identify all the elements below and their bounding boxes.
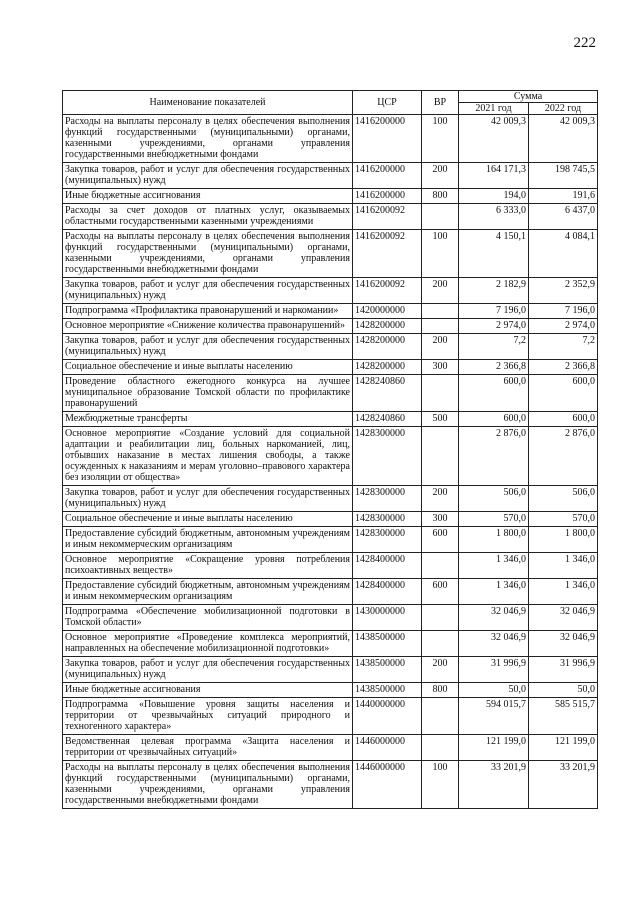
header-sum: Сумма — [459, 91, 598, 103]
cell-vr — [422, 631, 459, 657]
cell-sum-2022: 2 974,0 — [529, 319, 598, 334]
cell-sum-2022: 2 876,0 — [529, 427, 598, 486]
cell-sum-2021: 31 996,9 — [459, 657, 529, 683]
cell-csr: 1416200092 — [353, 278, 422, 304]
cell-name: Предоставление субсидий бюджетным, автономным учреждениям и иным некоммерческим организациям — [63, 579, 353, 605]
cell-sum-2022: 7,2 — [529, 334, 598, 360]
cell-sum-2021: 7,2 — [459, 334, 529, 360]
page-number: 222 — [573, 35, 596, 51]
header-row — [63, 91, 598, 103]
cell-sum-2022: 570,0 — [529, 512, 598, 527]
cell-csr: 1428200000 — [353, 319, 422, 334]
cell-name: Основное мероприятие «Создание условий для социальной адаптации и реабилитации лиц, больных наркоманией, лиц, отбывших наказание в местах лишения свободы, а также осужденных к наказаниям и мерам уголовно–правового характера без изоляции от общества» — [63, 427, 353, 486]
cell-vr: 300 — [422, 512, 459, 527]
header-csr: ЦСР — [353, 91, 422, 115]
cell-name: Закупка товаров, работ и услуг для обеспечения государственных (муниципальных) нужд — [63, 163, 353, 189]
cell-sum-2021: 2 876,0 — [459, 427, 529, 486]
table-row — [63, 486, 598, 512]
cell-sum-2022: 1 346,0 — [529, 553, 598, 579]
cell-csr: 1416200000 — [353, 163, 422, 189]
table-row — [63, 278, 598, 304]
cell-name: Закупка товаров, работ и услуг для обеспечения государственных (муниципальных) нужд — [63, 334, 353, 360]
cell-sum-2021: 600,0 — [459, 375, 529, 412]
table-header — [63, 91, 598, 115]
cell-sum-2021: 7 196,0 — [459, 304, 529, 319]
cell-name: Проведение областного ежегодного конкурса на лучшее муниципальное образование Томской области по профилактике правонарушений — [63, 375, 353, 412]
cell-csr: 1438500000 — [353, 631, 422, 657]
cell-vr: 200 — [422, 278, 459, 304]
cell-sum-2022: 506,0 — [529, 486, 598, 512]
cell-sum-2022: 2 366,8 — [529, 360, 598, 375]
cell-sum-2022: 32 046,9 — [529, 605, 598, 631]
cell-sum-2022: 31 996,9 — [529, 657, 598, 683]
cell-name: Расходы на выплаты персоналу в целях обеспечения выполнения функций государственными (муниципальными) органами, казенными учреждениями, органами управления государственными внебюджетными фондами — [63, 761, 353, 809]
cell-sum-2022: 32 046,9 — [529, 631, 598, 657]
cell-csr: 1428240860 — [353, 375, 422, 412]
table-row — [63, 735, 598, 761]
table-row — [63, 163, 598, 189]
cell-sum-2021: 600,0 — [459, 412, 529, 427]
cell-vr: 200 — [422, 334, 459, 360]
cell-sum-2021: 164 171,3 — [459, 163, 529, 189]
cell-vr: 100 — [422, 230, 459, 278]
cell-vr: 800 — [422, 189, 459, 204]
cell-sum-2021: 32 046,9 — [459, 605, 529, 631]
cell-vr: 100 — [422, 761, 459, 809]
cell-sum-2021: 121 199,0 — [459, 735, 529, 761]
cell-sum-2022: 4 084,1 — [529, 230, 598, 278]
table-row — [63, 304, 598, 319]
cell-csr: 1416200092 — [353, 230, 422, 278]
cell-vr: 600 — [422, 527, 459, 553]
table-row — [63, 360, 598, 375]
cell-name: Закупка товаров, работ и услуг для обеспечения государственных (муниципальных) нужд — [63, 278, 353, 304]
table-row — [63, 657, 598, 683]
header-year-2021: 2021 год — [459, 103, 529, 115]
table-row — [63, 319, 598, 334]
cell-sum-2022: 585 515,7 — [529, 698, 598, 735]
table-row — [63, 683, 598, 698]
cell-sum-2021: 1 800,0 — [459, 527, 529, 553]
cell-vr — [422, 698, 459, 735]
table-row — [63, 527, 598, 553]
cell-sum-2022: 600,0 — [529, 375, 598, 412]
cell-name: Социальное обеспечение и иные выплаты населению — [63, 512, 353, 527]
table-row — [63, 761, 598, 809]
cell-vr: 500 — [422, 412, 459, 427]
cell-vr: 200 — [422, 163, 459, 189]
header-year-2022: 2022 год — [529, 103, 598, 115]
cell-sum-2021: 194,0 — [459, 189, 529, 204]
table-body — [63, 115, 598, 809]
cell-vr — [422, 427, 459, 486]
cell-sum-2021: 594 015,7 — [459, 698, 529, 735]
cell-name: Подпрограмма «Повышение уровня защиты населения и территории от чрезвычайных ситуаций природного и техногенного характера» — [63, 698, 353, 735]
cell-sum-2022: 191,6 — [529, 189, 598, 204]
cell-sum-2021: 1 346,0 — [459, 553, 529, 579]
table-row — [63, 605, 598, 631]
cell-vr: 800 — [422, 683, 459, 698]
cell-name: Основное мероприятие «Сокращение уровня потребления психоактивных веществ» — [63, 553, 353, 579]
cell-name: Иные бюджетные ассигнования — [63, 683, 353, 698]
cell-csr: 1428300000 — [353, 486, 422, 512]
table-row — [63, 115, 598, 163]
cell-vr — [422, 319, 459, 334]
table-row — [63, 189, 598, 204]
cell-vr — [422, 735, 459, 761]
cell-sum-2021: 2 182,9 — [459, 278, 529, 304]
cell-csr: 1428240860 — [353, 412, 422, 427]
cell-sum-2021: 32 046,9 — [459, 631, 529, 657]
cell-csr: 1428400000 — [353, 579, 422, 605]
cell-vr: 600 — [422, 579, 459, 605]
cell-name: Социальное обеспечение и иные выплаты населению — [63, 360, 353, 375]
cell-csr: 1428200000 — [353, 360, 422, 375]
cell-sum-2022: 1 800,0 — [529, 527, 598, 553]
table-row — [63, 204, 598, 230]
table-row — [63, 375, 598, 412]
cell-csr: 1416200000 — [353, 189, 422, 204]
cell-name: Основное мероприятие «Снижение количества правонарушений» — [63, 319, 353, 334]
cell-sum-2021: 2 974,0 — [459, 319, 529, 334]
cell-name: Подпрограмма «Обеспечение мобилизационной подготовки в Томской области» — [63, 605, 353, 631]
table-row — [63, 334, 598, 360]
cell-csr: 1446000000 — [353, 761, 422, 809]
cell-name: Закупка товаров, работ и услуг для обеспечения государственных (муниципальных) нужд — [63, 657, 353, 683]
table-row — [63, 412, 598, 427]
cell-name: Закупка товаров, работ и услуг для обеспечения государственных (муниципальных) нужд — [63, 486, 353, 512]
cell-csr: 1446000000 — [353, 735, 422, 761]
cell-sum-2021: 2 366,8 — [459, 360, 529, 375]
cell-csr: 1428300000 — [353, 512, 422, 527]
cell-name: Расходы на выплаты персоналу в целях обеспечения выполнения функций государственными (муниципальными) органами, казенными учреждениями, органами управления государственными внебюджетными фондами — [63, 230, 353, 278]
cell-vr — [422, 304, 459, 319]
cell-sum-2021: 42 009,3 — [459, 115, 529, 163]
cell-name: Подпрограмма «Профилактика правонарушений и наркомании» — [63, 304, 353, 319]
cell-csr: 1430000000 — [353, 605, 422, 631]
cell-csr: 1416200092 — [353, 204, 422, 230]
cell-csr: 1428400000 — [353, 553, 422, 579]
cell-sum-2022: 1 346,0 — [529, 579, 598, 605]
cell-name: Иные бюджетные ассигнования — [63, 189, 353, 204]
table-row — [63, 631, 598, 657]
cell-csr: 1438500000 — [353, 657, 422, 683]
cell-vr: 300 — [422, 360, 459, 375]
cell-sum-2022: 600,0 — [529, 412, 598, 427]
cell-name: Предоставление субсидий бюджетным, автономным учреждениям и иным некоммерческим организациям — [63, 527, 353, 553]
header-vr: ВР — [422, 91, 459, 115]
cell-vr: 200 — [422, 486, 459, 512]
cell-sum-2022: 6 437,0 — [529, 204, 598, 230]
cell-csr: 1416200000 — [353, 115, 422, 163]
table-row — [63, 698, 598, 735]
cell-csr: 1428300000 — [353, 527, 422, 553]
cell-csr: 1420000000 — [353, 304, 422, 319]
header-name: Наименование показателей — [63, 91, 353, 115]
cell-name: Расходы за счет доходов от платных услуг, оказываемых областными государственными казенными учреждениями — [63, 204, 353, 230]
table-row — [63, 512, 598, 527]
cell-vr: 200 — [422, 657, 459, 683]
table-row — [63, 579, 598, 605]
cell-sum-2022: 33 201,9 — [529, 761, 598, 809]
cell-name: Расходы на выплаты персоналу в целях обеспечения выполнения функций государственными (муниципальными) органами, казенными учреждениями, органами управления государственными внебюджетными фондами — [63, 115, 353, 163]
cell-name: Межбюджетные трансферты — [63, 412, 353, 427]
cell-csr: 1428300000 — [353, 427, 422, 486]
cell-csr: 1428200000 — [353, 334, 422, 360]
cell-sum-2021: 4 150,1 — [459, 230, 529, 278]
cell-sum-2022: 198 745,5 — [529, 163, 598, 189]
cell-vr — [422, 553, 459, 579]
cell-sum-2022: 2 352,9 — [529, 278, 598, 304]
cell-vr: 100 — [422, 115, 459, 163]
cell-vr — [422, 605, 459, 631]
cell-sum-2021: 6 333,0 — [459, 204, 529, 230]
cell-sum-2021: 506,0 — [459, 486, 529, 512]
cell-sum-2022: 121 199,0 — [529, 735, 598, 761]
cell-sum-2021: 570,0 — [459, 512, 529, 527]
cell-sum-2022: 50,0 — [529, 683, 598, 698]
budget-table — [62, 90, 598, 809]
cell-sum-2021: 33 201,9 — [459, 761, 529, 809]
cell-sum-2022: 42 009,3 — [529, 115, 598, 163]
cell-sum-2021: 1 346,0 — [459, 579, 529, 605]
cell-name: Ведомственная целевая программа «Защита населения и территории от чрезвычайных ситуаций» — [63, 735, 353, 761]
cell-vr — [422, 375, 459, 412]
cell-csr: 1438500000 — [353, 683, 422, 698]
cell-csr: 1440000000 — [353, 698, 422, 735]
cell-vr — [422, 204, 459, 230]
table-row — [63, 230, 598, 278]
table-row — [63, 427, 598, 486]
cell-sum-2021: 50,0 — [459, 683, 529, 698]
cell-name: Основное мероприятие «Проведение комплекса мероприятий, направленных на обеспечение мобилизационной подготовки» — [63, 631, 353, 657]
table-row — [63, 553, 598, 579]
cell-sum-2022: 7 196,0 — [529, 304, 598, 319]
